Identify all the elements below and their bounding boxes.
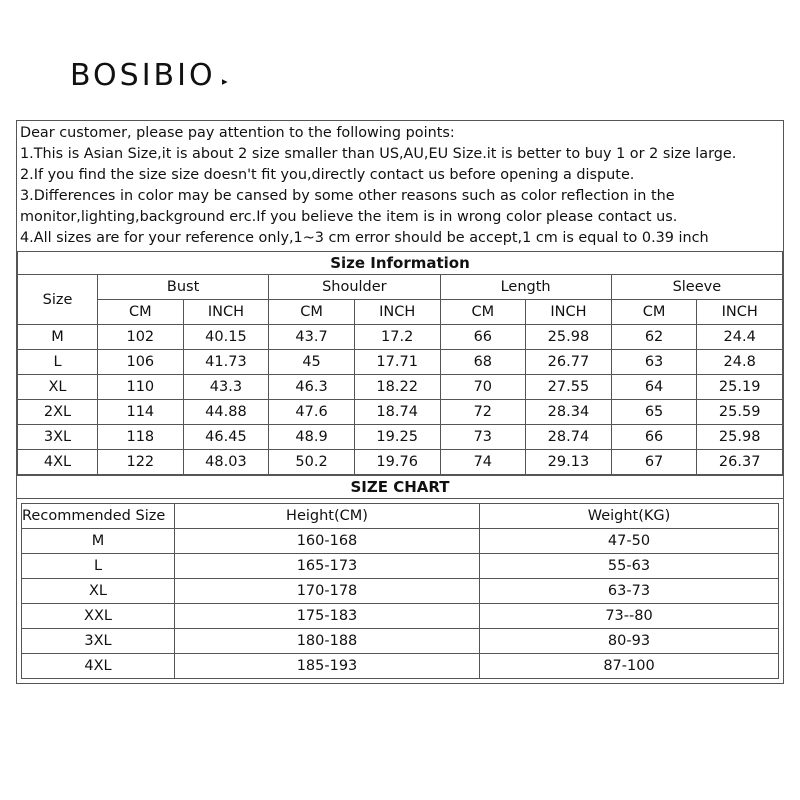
measurement-cell: 106	[98, 350, 184, 375]
size-chart-table	[21, 503, 779, 679]
measurement-cell: 48.9	[269, 425, 355, 450]
measurement-cell: 17.2	[354, 325, 440, 350]
recommended-size-cell: L	[22, 554, 175, 579]
measurement-cell: 28.34	[526, 400, 612, 425]
unit-header: CM	[440, 300, 526, 325]
note-line: 2.If you find the size size doesn't fit you,directly contact us before opening a dispute.	[20, 167, 635, 183]
recommended-size-header: Recommended Size	[22, 504, 175, 529]
table-row	[18, 325, 783, 350]
customer-notes	[17, 121, 783, 252]
measurement-cell: 65	[611, 400, 697, 425]
size-column-header: Size	[18, 275, 98, 325]
measurement-cell: 44.88	[183, 400, 269, 425]
table-row	[18, 400, 783, 425]
size-chart-rows	[22, 529, 779, 679]
size-information-title: Size Information	[18, 252, 783, 275]
height-cell: 165-173	[175, 554, 480, 579]
table-row	[18, 425, 783, 450]
measurement-cell: 110	[98, 375, 184, 400]
measurement-cell: 73	[440, 425, 526, 450]
note-line: 4.All sizes are for your reference only,1~3 cm error should be accept,1 cm is equal to 0.39 inch	[20, 230, 709, 246]
shoulder-header: Shoulder	[269, 275, 440, 300]
table-row	[18, 350, 783, 375]
measurement-cell: 72	[440, 400, 526, 425]
recommended-size-cell: 4XL	[22, 654, 175, 679]
table-row	[22, 554, 779, 579]
table-row	[22, 654, 779, 679]
measurement-cell: 25.98	[697, 425, 783, 450]
note-line: 1.This is Asian Size,it is about 2 size smaller than US,AU,EU Size.it is better to buy 1 or 2 size large.	[20, 146, 737, 162]
measurement-cell: 64	[611, 375, 697, 400]
measurement-cell: 63	[611, 350, 697, 375]
measurement-cell: 18.22	[354, 375, 440, 400]
size-information-rows	[18, 325, 783, 475]
weight-cell: 80-93	[480, 629, 779, 654]
measurement-cell: 25.19	[697, 375, 783, 400]
unit-header: CM	[611, 300, 697, 325]
size-label-cell: M	[18, 325, 98, 350]
unit-header: INCH	[697, 300, 783, 325]
measurement-cell: 19.76	[354, 450, 440, 475]
measurement-cell: 48.03	[183, 450, 269, 475]
height-cell: 185-193	[175, 654, 480, 679]
size-chart-section	[17, 475, 783, 683]
measurement-cell: 41.73	[183, 350, 269, 375]
size-label-cell: 4XL	[18, 450, 98, 475]
measurement-cell: 18.74	[354, 400, 440, 425]
unit-header: INCH	[354, 300, 440, 325]
weight-cell: 73--80	[480, 604, 779, 629]
measurement-cell: 50.2	[269, 450, 355, 475]
measurement-cell: 43.3	[183, 375, 269, 400]
note-line: Dear customer, please pay attention to the following points:	[20, 125, 455, 141]
measurement-cell: 46.45	[183, 425, 269, 450]
measurement-cell: 24.4	[697, 325, 783, 350]
table-row	[22, 579, 779, 604]
measurement-cell: 118	[98, 425, 184, 450]
measurement-cell: 29.13	[526, 450, 612, 475]
unit-header: INCH	[183, 300, 269, 325]
logo-arrow-icon	[222, 79, 228, 85]
weight-header: Weight(KG)	[480, 504, 779, 529]
recommended-size-cell: XL	[22, 579, 175, 604]
brand-logo	[70, 58, 228, 93]
note-line: 3.Differences in color may be cansed by some other reasons such as color reflection in the	[20, 188, 675, 204]
measurement-cell: 24.8	[697, 350, 783, 375]
brand-logo-text: BOSIBIO	[70, 58, 216, 93]
weight-cell: 55-63	[480, 554, 779, 579]
size-label-cell: XL	[18, 375, 98, 400]
measurement-cell: 43.7	[269, 325, 355, 350]
measurement-cell: 28.74	[526, 425, 612, 450]
measurement-cell: 66	[611, 425, 697, 450]
measurement-cell: 62	[611, 325, 697, 350]
measurement-cell: 40.15	[183, 325, 269, 350]
measurement-cell: 114	[98, 400, 184, 425]
weight-cell: 47-50	[480, 529, 779, 554]
size-guide-panel	[16, 120, 784, 684]
height-header: Height(CM)	[175, 504, 480, 529]
size-chart-title: SIZE CHART	[17, 476, 783, 499]
height-cell: 180-188	[175, 629, 480, 654]
weight-cell: 63-73	[480, 579, 779, 604]
measurement-cell: 45	[269, 350, 355, 375]
measurement-cell: 26.77	[526, 350, 612, 375]
measurement-cell: 70	[440, 375, 526, 400]
sleeve-header: Sleeve	[611, 275, 782, 300]
measurement-cell: 25.59	[697, 400, 783, 425]
unit-header: CM	[269, 300, 355, 325]
recommended-size-cell: M	[22, 529, 175, 554]
height-cell: 170-178	[175, 579, 480, 604]
size-information-table	[17, 252, 783, 475]
unit-header: INCH	[526, 300, 612, 325]
size-label-cell: L	[18, 350, 98, 375]
measurement-cell: 47.6	[269, 400, 355, 425]
recommended-size-cell: XXL	[22, 604, 175, 629]
table-row	[18, 375, 783, 400]
size-label-cell: 2XL	[18, 400, 98, 425]
measurement-cell: 27.55	[526, 375, 612, 400]
measurement-cell: 26.37	[697, 450, 783, 475]
weight-cell: 87-100	[480, 654, 779, 679]
table-row	[22, 529, 779, 554]
measurement-cell: 19.25	[354, 425, 440, 450]
measurement-cell: 25.98	[526, 325, 612, 350]
measurement-cell: 67	[611, 450, 697, 475]
measurement-cell: 74	[440, 450, 526, 475]
measurement-cell: 102	[98, 325, 184, 350]
bust-header: Bust	[98, 275, 269, 300]
measurement-cell: 68	[440, 350, 526, 375]
height-cell: 175-183	[175, 604, 480, 629]
height-cell: 160-168	[175, 529, 480, 554]
recommended-size-cell: 3XL	[22, 629, 175, 654]
note-line: monitor,lighting,background erc.If you believe the item is in wrong color please contact us.	[20, 209, 678, 225]
measurement-cell: 66	[440, 325, 526, 350]
measurement-cell: 17.71	[354, 350, 440, 375]
measurement-cell: 122	[98, 450, 184, 475]
unit-header: CM	[98, 300, 184, 325]
length-header: Length	[440, 275, 611, 300]
measurement-cell: 46.3	[269, 375, 355, 400]
table-row	[22, 629, 779, 654]
size-label-cell: 3XL	[18, 425, 98, 450]
table-row	[18, 450, 783, 475]
table-row	[22, 604, 779, 629]
